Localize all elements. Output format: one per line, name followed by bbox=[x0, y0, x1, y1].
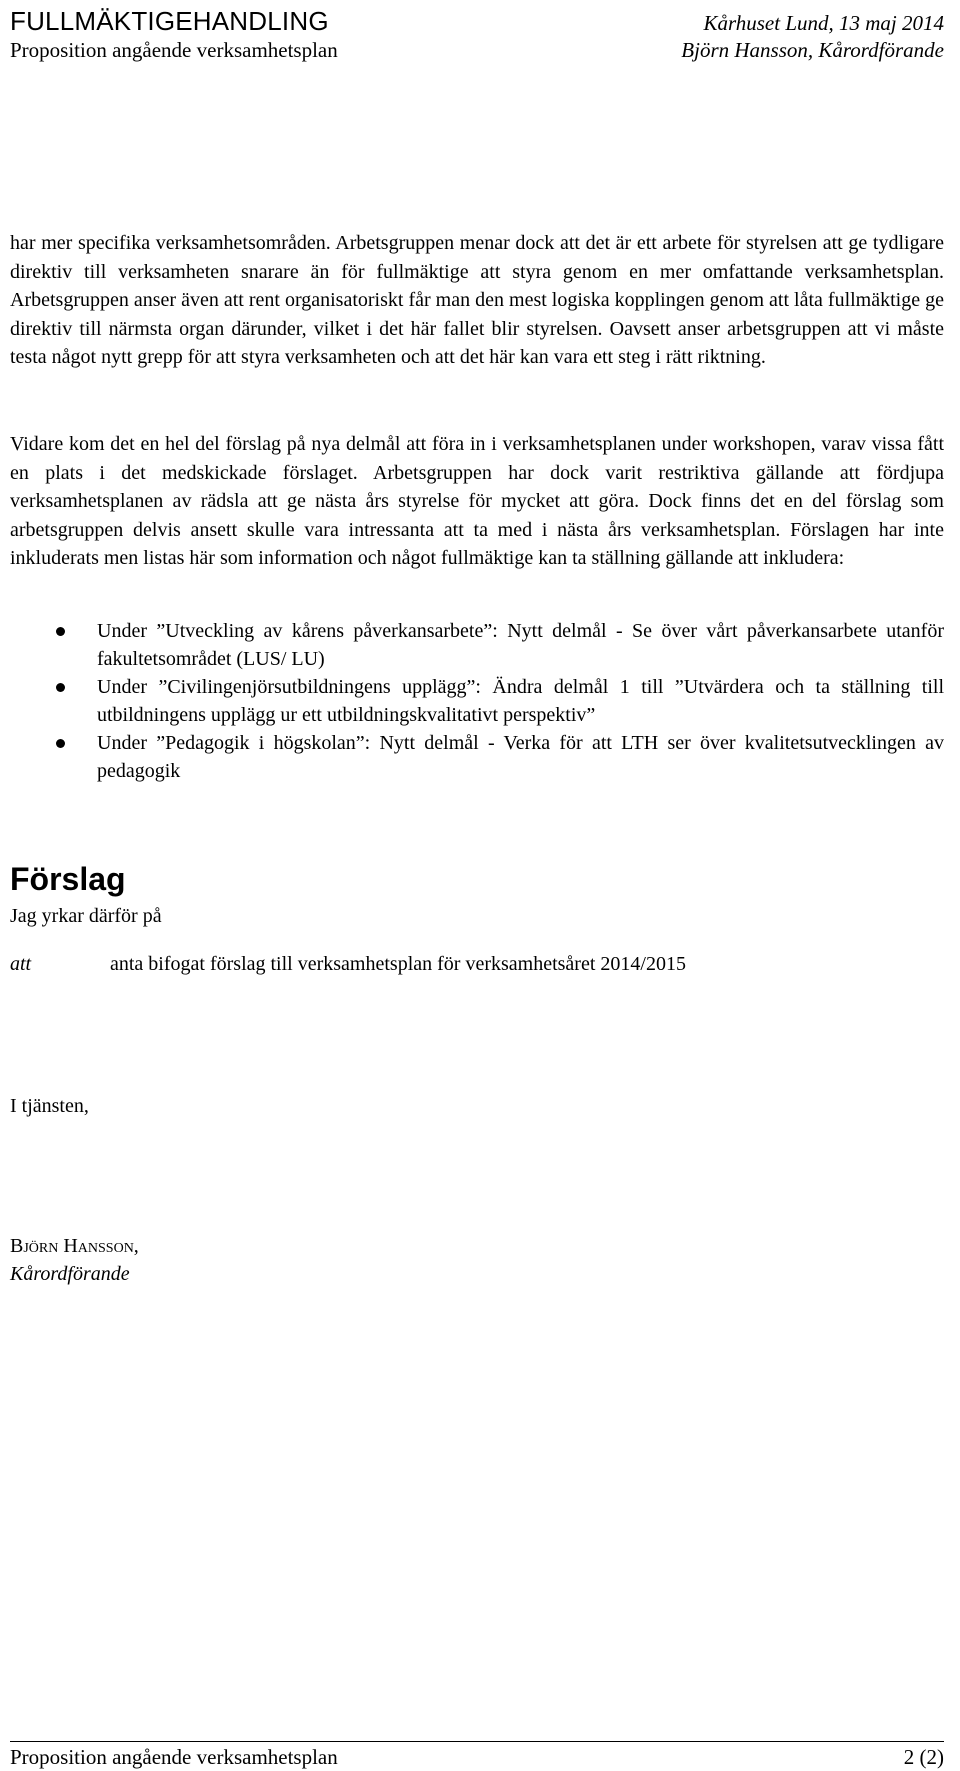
bullet-icon bbox=[56, 739, 65, 748]
document-subtitle: Proposition angående verksamhetsplan bbox=[10, 38, 338, 62]
list-item-text: Under ”Utveckling av kårens påverkansarbete”: Nytt delmål - Se över vårt påverkansarbete utanför fakultetsområdet (LUS/ LU) bbox=[97, 620, 944, 670]
document-type-title: FULLMÄKTIGEHANDLING bbox=[10, 6, 329, 36]
suggestion-list bbox=[10, 617, 944, 785]
body-paragraph-2: Vidare kom det en hel del förslag på nya delmål att föra in i verksamhetsplanen under workshopen, varav vissa fått en plats i det medskickade förslaget. Arbetsgruppen har dock varit restriktiva gällande att fördjupa verksamhetsplanen av rädsla att ge nästa års styrelse för mycket att göra. Dock finns det en del förslag som arbetsgruppen delvis ansett skulle vara intressanta att ta med i nästa års verksamhetsplan. Förslagen har inte inkluderats men listas här som information och något fullmäktige kan ta ställning gällande att inkludera: bbox=[10, 433, 944, 569]
list-item-text: Under ”Pedagogik i högskolan”: Nytt delmål - Verka för att LTH ser över kvalitetsutvecklingen av pedagogik bbox=[97, 732, 944, 782]
body-paragraph-1: har mer specifika verksamhetsområden. Arbetsgruppen menar dock att det är ett arbete för styrelsen att ge tydligare direktiv till verksamheten snarare än för fullmäktige att styra genom en mer omfattande verksamhetsplan. Arbetsgruppen anser även att rent organisatoriskt får man den mest logiska kopplingen genom att låta fullmäktige ge direktiv till närmsta organ därunder, vilket i det här fallet blir styrelsen. Oavsett anser arbetsgruppen att vi måste testa något nytt grepp för att styra verksamheten och att det här kan vara ett steg i rätt riktning. bbox=[10, 232, 944, 368]
bullet-icon bbox=[56, 627, 65, 636]
place-date: Kårhuset Lund, 13 maj 2014 bbox=[703, 11, 944, 35]
section-heading-proposal: Förslag bbox=[10, 861, 126, 897]
list-item bbox=[10, 617, 944, 673]
page-footer bbox=[10, 1744, 944, 1770]
header-row-bottom bbox=[10, 38, 944, 63]
signatory-role: Kårordförande bbox=[10, 1263, 130, 1285]
page-header bbox=[10, 6, 944, 66]
closing-phrase: I tjänsten, bbox=[10, 1095, 89, 1117]
motion-text: anta bifogat förslag till verksamhetsplan för verksamhetsåret 2014/2015 bbox=[110, 953, 686, 975]
page-number: 2 (2) bbox=[903, 1745, 944, 1769]
motion-prefix: att bbox=[10, 953, 32, 975]
bullet-icon bbox=[56, 683, 65, 692]
signatory-name: Björn Hansson, bbox=[10, 1235, 139, 1257]
footer-title: Proposition angående verksamhetsplan bbox=[10, 1745, 338, 1769]
author-line: Björn Hansson, Kårordförande bbox=[681, 38, 944, 62]
list-item bbox=[10, 729, 944, 785]
proposal-intro: Jag yrkar därför på bbox=[10, 905, 162, 927]
footer-divider bbox=[10, 1741, 944, 1742]
list-item bbox=[10, 673, 944, 729]
motion-line bbox=[10, 950, 686, 978]
header-row-top bbox=[10, 6, 944, 37]
list-item-text: Under ”Civilingenjörsutbildningens upplägg”: Ändra delmål 1 till ”Utvärdera och ta ställning till utbildningens upplägg ur ett utbildningskvalitativt perspektiv” bbox=[97, 676, 944, 726]
